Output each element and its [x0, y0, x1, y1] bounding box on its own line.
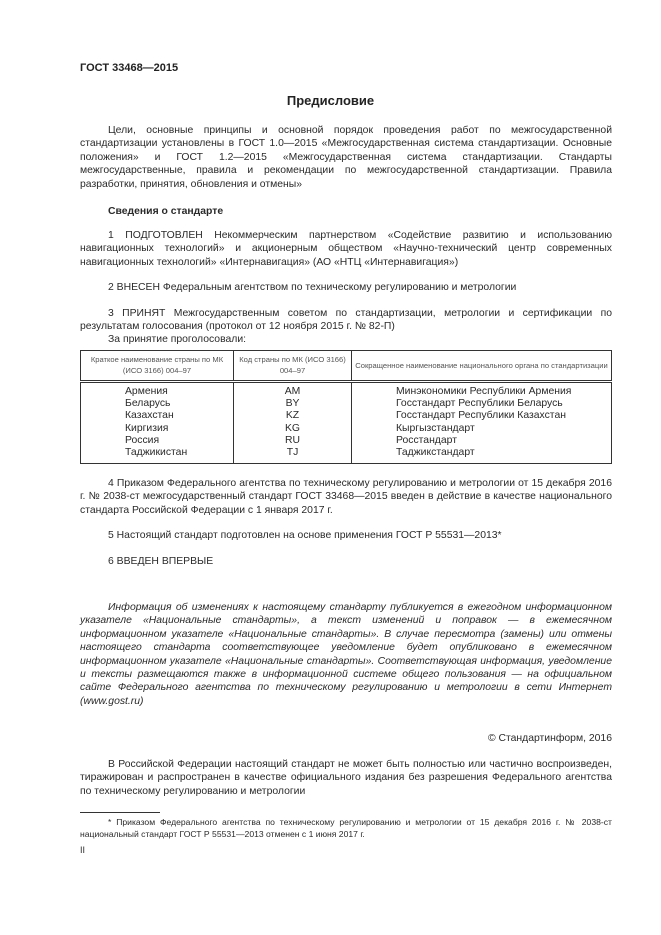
country-code: BY	[234, 398, 352, 410]
national-body: Госстандарт Республики Беларусь	[352, 398, 612, 410]
page-title: Предисловие	[286, 93, 375, 108]
country-code: KZ	[234, 410, 352, 422]
national-body: Минэкономики Республики Армения	[352, 382, 612, 399]
table-row	[81, 447, 612, 464]
table-header-row	[81, 351, 612, 382]
item-5-basis: 5 Настоящий стандарт подготовлен на основе применения ГОСТ Р 55531—2013*	[108, 530, 502, 541]
changes-info-paragraph: Информация об изменениях к настоящему стандарту публикуется в ежегодном информационном указателе «Национальные стандарты», а текст изменений и поправок — в ежемесячном информационном указателе «Национальные стандарты». В случае пересмотра (замены) или отмены настоящего стандарта соответствующее уведомление будет опубликовано в ежемесячном информационном указателе «Национальные стандарты». Соответствующая информация, уведомление и тексты размещаются также в информационной системе общего пользования — на официальном сайте Федерального агентства по техническому регулированию и метрологии в сети Интернет (www.gost.ru)	[80, 602, 612, 707]
voting-table	[80, 350, 612, 464]
copyright-notice: © Стандартинформ, 2016	[487, 733, 612, 744]
country-name: Казахстан	[81, 410, 234, 422]
national-body: Госстандарт Республики Казахстан	[352, 410, 612, 422]
country-code: AM	[234, 382, 352, 399]
intro-paragraph: Цели, основные принципы и основной порядок проведения работ по межгосударственной стандартизации установлены в ГОСТ 1.0—2015 «Межгосударственная система стандартизации. Основные положения» и ГОСТ 1.2—2015 «Межгосударственная система стандартизации. Стандарты межгосударственные, правила и рекомендации по межгосударственной стандартизации. Правила разработки, принятия, обновления и отмены»	[80, 125, 612, 190]
country-name: Армения	[81, 382, 234, 399]
table-row	[81, 435, 612, 447]
page-number: II	[80, 845, 86, 855]
national-body: Таджикстандарт	[352, 447, 612, 464]
column-header-code: Код страны по МК (ИСО 3166) 004–97	[234, 351, 352, 382]
national-body: Росстандарт	[352, 435, 612, 447]
item-2-introduced: 2 ВНЕСЕН Федеральным агентством по техническому регулированию и метрологии	[108, 282, 517, 293]
item-1-prepared: 1 ПОДГОТОВЛЕН Некоммерческим партнерством «Содействие развитию и использованию навигационных технологий» и акционерным обществом «Научно-технический центр современных навигационных технологий» «Интернавигация» (АО «НТЦ «Интернавигация»)	[80, 230, 612, 268]
country-name: Таджикистан	[81, 447, 234, 464]
voted-label: За принятие проголосовали:	[108, 334, 247, 345]
country-name: Киргизия	[81, 423, 234, 435]
footnote-divider	[80, 812, 160, 813]
column-header-country: Краткое наименование страны по МК (ИСО 3166) 004–97	[81, 351, 234, 382]
country-code: RU	[234, 435, 352, 447]
item-3-adopted: 3 ПРИНЯТ Межгосударственным советом по стандартизации, метрологии и сертификации по результатам голосования (протокол от 12 ноября 2015 г. № 82-П)	[80, 308, 612, 333]
country-code: TJ	[234, 447, 352, 464]
footnote: * Приказом Федерального агентства по техническому регулированию и метрологии от 15 декабря 2016 г. № 2038-ст национальный стандарт ГОСТ Р 55531—2013 отменен с 1 июня 2017 г.	[80, 817, 612, 839]
section-heading-standard-info: Сведения о стандарте	[108, 206, 224, 217]
item-4-enacted: 4 Приказом Федерального агентства по техническому регулированию и метрологии от 15 декабря 2016 г. № 2038-ст межгосударственный стандарт ГОСТ 33468—2015 введен в действие в качестве национального стандарта Российской Федерации с 1 января 2017 г.	[80, 478, 612, 516]
country-code: KG	[234, 423, 352, 435]
rights-paragraph: В Российской Федерации настоящий стандарт не может быть полностью или частично воспроизведен, тиражирован и распространен в качестве официального издания без разрешения Федерального агентства по техническому регулированию и метрологии	[80, 759, 612, 797]
document-designation: ГОСТ 33468—2015	[80, 62, 179, 74]
country-name: Россия	[81, 435, 234, 447]
item-6-first-introduced: 6 ВВЕДЕН ВПЕРВЫЕ	[108, 556, 214, 567]
country-name: Беларусь	[81, 398, 234, 410]
table-row	[81, 398, 612, 410]
table-row	[81, 382, 612, 399]
national-body: Кыргызстандарт	[352, 423, 612, 435]
table-row	[81, 423, 612, 435]
column-header-national-body: Сокращенное наименование национального органа по стандартизации	[352, 351, 612, 382]
table-row	[81, 410, 612, 422]
